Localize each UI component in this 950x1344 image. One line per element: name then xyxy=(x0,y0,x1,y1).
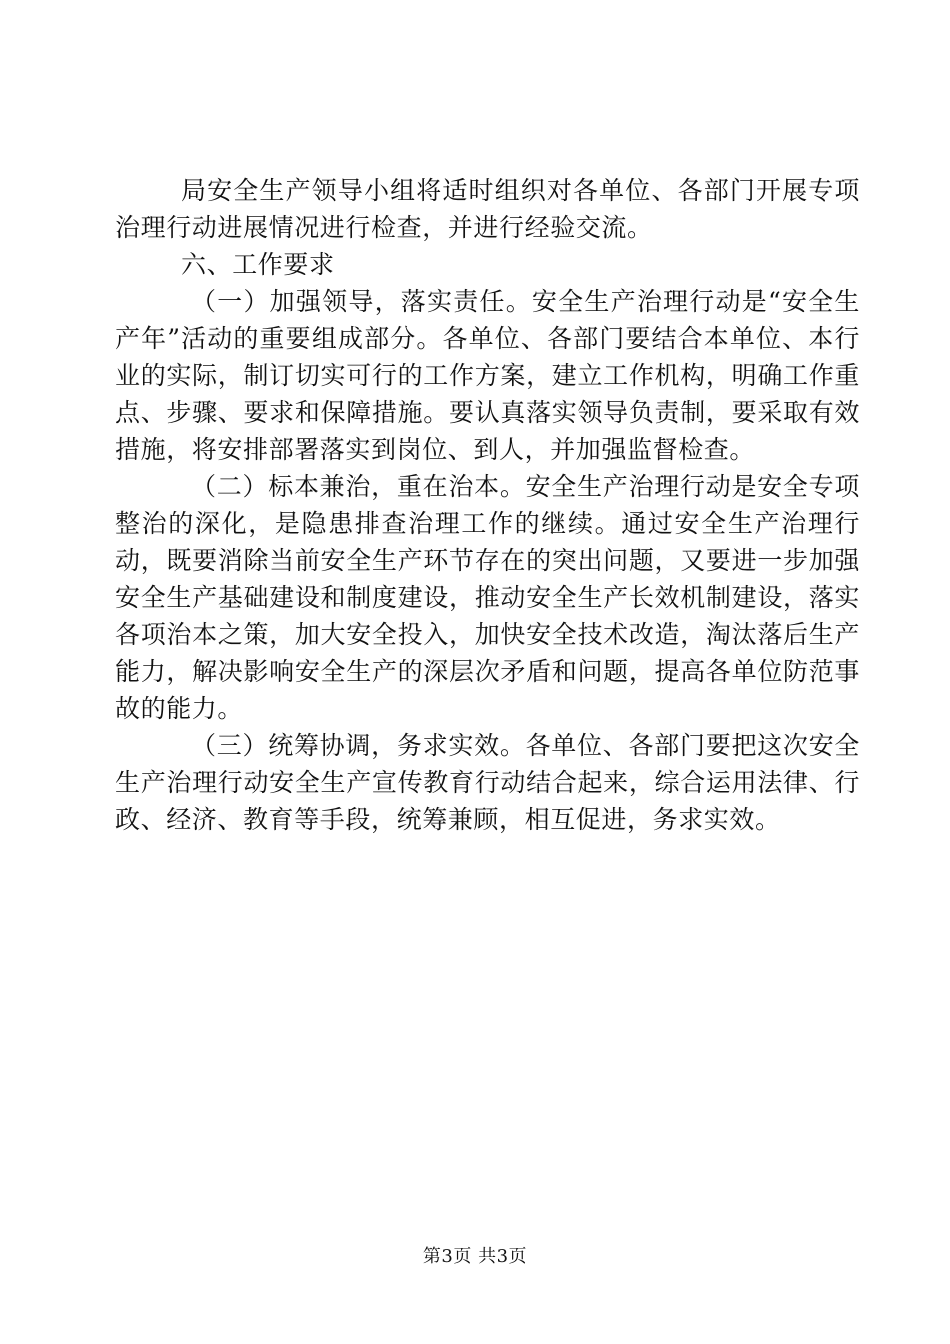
document-body xyxy=(115,172,860,838)
paragraph-requirement-3: （三）统筹协调，务求实效。各单位、各部门要把这次安全生产治理行动安全生产宣传教育行动结合起来，综合运用法律、行政、经济、教育等手段，统筹兼顾，相互促进，务求实效。 xyxy=(115,731,860,834)
page-number-footer: 第3页 共3页 xyxy=(422,1246,528,1267)
paragraph-requirement-2: （二）标本兼治，重在治本。安全生产治理行动是安全专项整治的深化，是隐患排查治理工作的继续。通过安全生产治理行动，既要消除当前安全生产环节存在的突出问题，又要进一步加强安全生产基础建设和制度建设，推动安全生产长效机制建设，落实各项治本之策，加大安全投入，加快安全技术改造，淘汰落后生产能力，解决影响安全生产的深层次矛盾和问题，提高各单位防范事故的能力。 xyxy=(115,472,860,723)
paragraph-requirement-1: （一）加强领导，落实责任。安全生产治理行动是“安全生产年”活动的重要组成部分。各单位、各部门要结合本单位、本行业的实际，制订切实可行的工作方案，建立工作机构，明确工作重点、步骤、要求和保障措施。要认真落实领导负责制，要采取有效措施，将安排部署落实到岗位、到人，并加强监督检查。 xyxy=(115,287,860,464)
paragraph-inspection: 局安全生产领导小组将适时组织对各单位、各部门开展专项治理行动进展情况进行检查，并进行经验交流。 xyxy=(115,176,860,242)
section-heading-work-requirements: 六、工作要求 xyxy=(181,250,335,279)
